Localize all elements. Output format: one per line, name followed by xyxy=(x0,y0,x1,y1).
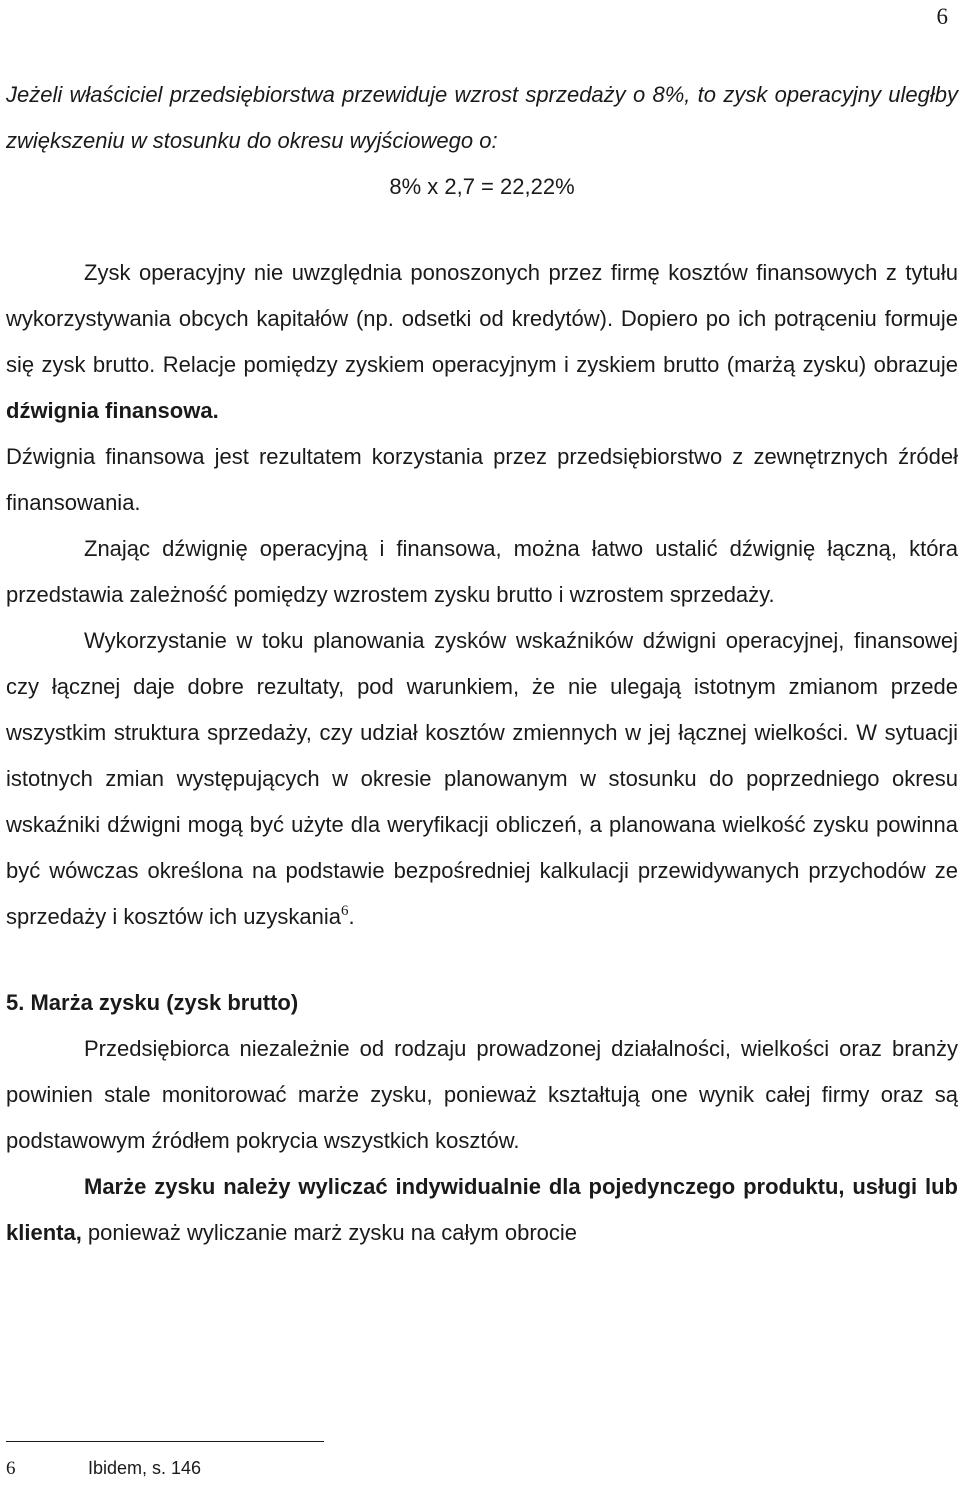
footnote-number: 6 xyxy=(6,1458,16,1479)
paragraph-text: Wykorzystanie w toku planowania zysków wskaźników dźwigni operacyjnej, finansowej czy łącznej daje dobre rezultaty, pod warunkiem, że nie ulegają istotnym zmianom przede wszystkim struktura sprzedaży, czy udział kosztów zmiennych w jej łącznej wielkości. W sytuacji istotnych zmian występujących w okresie planowanym w stosunku do poprzedniego okresu wskaźniki dźwigni mogą być użyte dla weryfikacji obliczeń, a planowana wielkość zysku powinna być wówczas określona na podstawie bezpośredniej kalkulacji przewidywanych przychodów ze sprzedaży i kosztów ich uzyskania xyxy=(6,628,958,929)
intro-paragraph: Jeżeli właściciel przedsiębiorstwa przewiduje wzrost sprzedaży o 8%, to zysk operacyjny uległby zwiększeniu w stosunku do okresu wyjściowego o: xyxy=(6,82,958,153)
paragraph-text: Zysk operacyjny nie uwzględnia ponoszonych przez firmę kosztów finansowych z tytułu wykorzystywania obcych kapitałów (np. odsetki od kredytów). Dopiero po ich potrąceniu formuje się zysk brutto. Relacje pomiędzy zyskiem operacyjnym i zyskiem brutto (marżą zysku) obrazuje xyxy=(6,260,958,377)
page-number: 6 xyxy=(936,4,948,29)
footnote-reference[interactable]: 6 xyxy=(341,903,349,919)
section-heading: 5. Marża zysku (zysk brutto) xyxy=(6,990,299,1015)
paragraph-entrepreneur: Przedsiębiorca niezależnie od rodzaju prowadzonej działalności, wielkości oraz branży powinien stale monitorować marże zysku, ponieważ kształtują one wynik całej firmy oraz są podstawowym źródłem pokrycia wszystkich kosztów. xyxy=(6,1036,958,1153)
paragraph-combined-leverage: Znając dźwignię operacyjną i finansowa, można łatwo ustalić dźwignię łączną, która przedstawia zależność pomiędzy wzrostem zysku brutto i wzrostem sprzedaży. xyxy=(6,536,958,607)
bold-term: dźwignia finansowa. xyxy=(6,398,219,423)
document-body xyxy=(6,72,958,1256)
footnote-separator xyxy=(6,1441,324,1442)
paragraph-operating-profit xyxy=(6,250,958,434)
footnote-text: Ibidem, s. 146 xyxy=(88,1458,202,1478)
paragraph-margins xyxy=(6,1164,958,1256)
paragraph-text: ponieważ wyliczanie marż zysku na całym obrocie xyxy=(81,1220,578,1245)
formula: 8% x 2,7 = 22,22% xyxy=(389,174,575,199)
footnote xyxy=(6,1458,201,1480)
paragraph-financial-leverage: Dźwignia finansowa jest rezultatem korzystania przez przedsiębiorstwo z zewnętrznych źródeł finansowania. xyxy=(6,444,958,515)
paragraph-planning xyxy=(6,618,958,940)
paragraph-end: . xyxy=(348,904,355,929)
bold-statement: Marże zysku należy wyliczać indywidualnie dla pojedynczego produktu, usługi lub klienta, xyxy=(6,1174,958,1245)
